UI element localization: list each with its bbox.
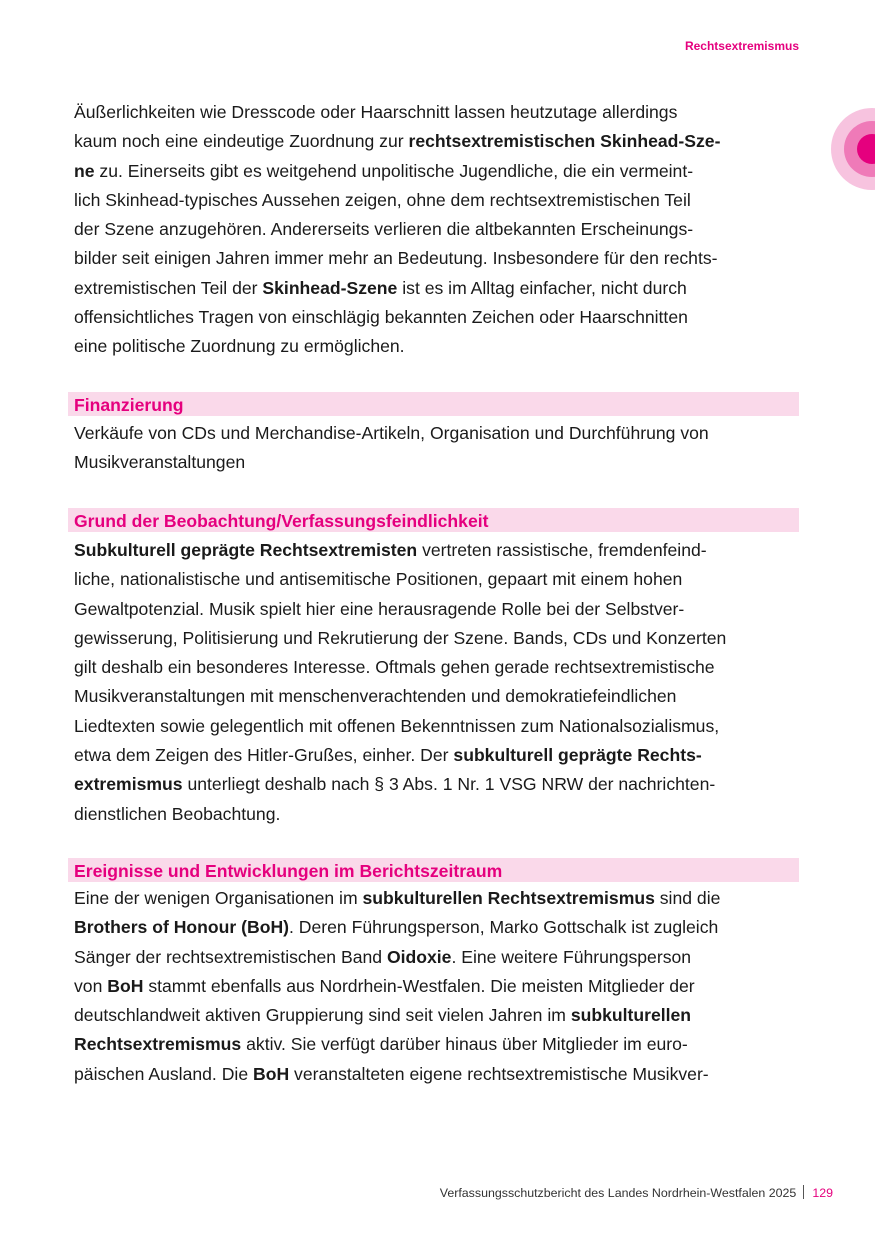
text-run: Äußerlichkeiten wie Dresscode oder Haarschnitt lassen heutzutage allerdings: [74, 102, 678, 122]
footer-publication: Verfassungsschutzbericht des Landes Nordrhein-Westfalen 2025: [439, 1186, 797, 1200]
financing-paragraph: [74, 419, 800, 478]
text-line: [74, 244, 800, 273]
text-run: veranstalteten eigene rechtsextremistische Musikver-: [289, 1063, 709, 1084]
text-run: . Eine weitere Führungsperson: [451, 946, 692, 967]
text-line: [74, 682, 800, 711]
bold-term: ne: [74, 160, 95, 181]
text-run: Verkäufe von CDs und Merchandise-Artikeln, Organisation und Durchführung von: [74, 423, 709, 443]
text-run: der Szene anzugehören. Andererseits verlieren die altbekannten Erscheinungs-: [74, 219, 694, 240]
text-run: etwa dem Zeigen des Hitler-Grußes, einher. Der: [74, 745, 454, 766]
text-line: [74, 800, 800, 829]
text-run: aktiv. Sie verfügt darüber hinaus über Mitglieder im euro-: [241, 1034, 688, 1055]
bold-term: BoH: [253, 1063, 290, 1084]
text-line: [74, 595, 800, 624]
section-heading-events: Ereignisse und Entwicklungen im Berichtszeitraum: [68, 858, 799, 882]
text-line: [74, 565, 800, 594]
text-line: [74, 624, 800, 653]
text-line: [74, 157, 800, 186]
text-line: [74, 913, 800, 942]
text-run: gewisserung, Politisierung und Rekrutierung der Szene. Bands, CDs und Konzerten: [74, 627, 727, 648]
bold-term: subkulturellen Rechtsextremismus: [362, 888, 655, 908]
bold-term: Subkulturell geprägte Rechtsextremisten: [74, 540, 418, 560]
intro-paragraph: [74, 98, 800, 362]
text-run: päischen Ausland. Die: [74, 1063, 253, 1084]
bold-term: Skinhead-Szene: [262, 277, 398, 298]
text-run: liche, nationalistische und antisemitische Positionen, gepaart mit einem hohen: [74, 569, 683, 590]
text-line: [74, 536, 800, 565]
text-run: stammt ebenfalls aus Nordrhein-Westfalen. Die meisten Mitglieder der: [143, 975, 695, 996]
text-run: Sänger der rechtsextremistischen Band: [74, 946, 387, 967]
text-run: extremistischen Teil der: [74, 277, 263, 298]
text-run: von: [74, 975, 108, 996]
text-line: [74, 741, 800, 770]
text-run: dienstlichen Beobachtung.: [74, 803, 281, 824]
text-run: bilder seit einigen Jahren immer mehr an Bedeutung. Insbesondere für den rechts-: [74, 248, 718, 269]
text-line: [74, 770, 800, 799]
text-line: [74, 1030, 800, 1059]
text-line: [74, 332, 800, 361]
text-run: kaum noch eine eindeutige Zuordnung zur: [74, 131, 409, 152]
text-line: [74, 274, 800, 303]
text-line: [74, 186, 800, 215]
text-run: lich Skinhead-typisches Aussehen zeigen, ohne dem rechtsextremistischen Teil: [74, 189, 691, 210]
text-line: [74, 653, 800, 682]
bold-term: Brothers of Honour (BoH): [74, 917, 290, 938]
text-line: [74, 448, 800, 477]
bold-term: extremismus: [74, 774, 183, 795]
text-run: offensichtliches Tragen von einschlägig bekannten Zeichen oder Haarschnitten: [74, 307, 688, 328]
text-run: unterliegt deshalb nach § 3 Abs. 1 Nr. 1 VSG NRW der nachrichten-: [182, 774, 716, 795]
page-footer: [440, 1185, 833, 1200]
text-line: [74, 943, 800, 972]
text-run: Eine der wenigen Organisationen im: [74, 888, 363, 908]
bold-term: BoH: [107, 975, 144, 996]
text-run: eine politische Zuordnung zu ermöglichen.: [74, 336, 405, 357]
text-run: vertreten rassistische, fremdenfeind-: [417, 540, 707, 560]
section-heading-financing: Finanzierung: [68, 392, 799, 416]
target-circles-icon: [830, 107, 875, 191]
text-line: [74, 712, 800, 741]
text-run: gilt deshalb ein besonderes Interesse. Oftmals gehen gerade rechtsextremistische: [74, 657, 715, 678]
running-head: Rechtsextremismus: [684, 39, 799, 53]
text-line: [74, 303, 800, 332]
text-run: Musikveranstaltungen mit menschenverachtenden und demokratiefeindlichen: [74, 686, 677, 707]
text-run: deutschlandweit aktiven Gruppierung sind seit vielen Jahren im: [74, 1005, 571, 1026]
text-run: Gewaltpotenzial. Musik spielt hier eine herausragende Rolle bei der Selbstver-: [74, 598, 685, 619]
grounds-paragraph: [74, 536, 800, 829]
page-number: 129: [812, 1186, 833, 1200]
bold-term: rechtsextremistischen Skinhead-Sze-: [408, 131, 721, 152]
text-run: Liedtexten sowie gelegentlich mit offenen Bekenntnissen zum Nationalsozialismus,: [74, 715, 720, 736]
text-run: Musikveranstaltungen: [74, 452, 246, 473]
text-line: [74, 972, 800, 1001]
bold-term: subkulturell geprägte Rechts-: [453, 745, 702, 766]
footer-divider: [803, 1185, 804, 1199]
text-line: [74, 884, 800, 913]
section-heading-grounds: Grund der Beobachtung/Verfassungsfeindlichkeit: [68, 508, 799, 532]
text-run: . Deren Führungsperson, Marko Gottschalk ist zugleich: [289, 917, 719, 938]
text-line: [74, 127, 800, 156]
text-run: ist es im Alltag einfacher, nicht durch: [397, 277, 687, 298]
text-line: [74, 1060, 800, 1089]
bold-term: subkulturellen: [570, 1005, 692, 1026]
text-run: zu. Einerseits gibt es weitgehend unpolitische Jugendliche, die ein vermeint-: [94, 160, 694, 181]
bold-term: Oidoxie: [386, 946, 452, 967]
events-paragraph: [74, 884, 800, 1089]
text-line: [74, 1001, 800, 1030]
text-line: [74, 419, 800, 448]
bold-term: Rechtsextremismus: [74, 1034, 242, 1055]
text-run: sind die: [654, 888, 721, 908]
text-line: [74, 98, 800, 127]
text-line: [74, 215, 800, 244]
